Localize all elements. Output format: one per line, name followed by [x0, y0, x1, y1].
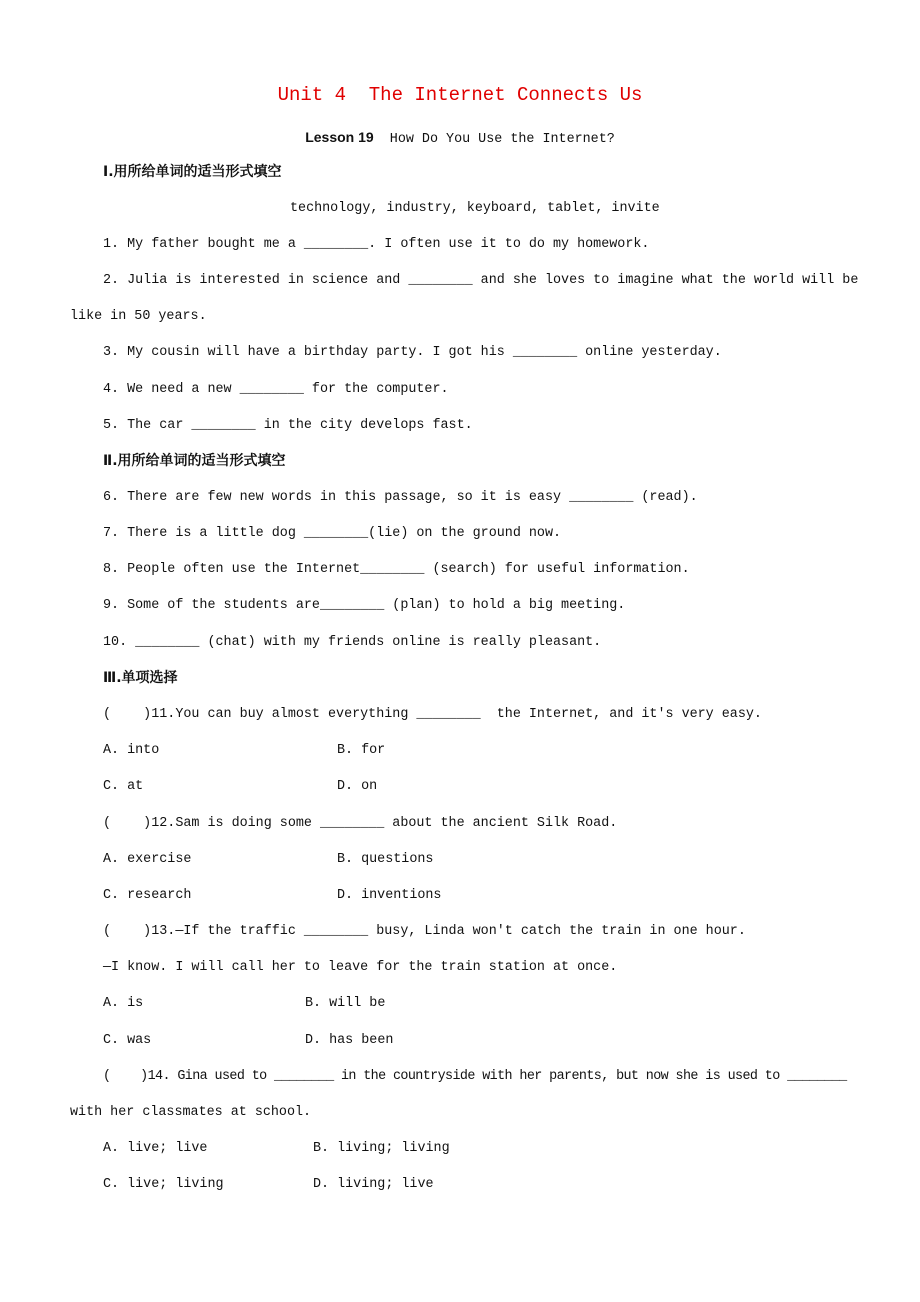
- option-d: D. living; live: [313, 1177, 434, 1192]
- question-3: 3. My cousin will have a birthday party. I got his ________ online yesterday.: [103, 345, 722, 360]
- question-4: 4. We need a new ________ for the computer.: [103, 382, 449, 397]
- option-b: B. will be: [305, 996, 386, 1011]
- option-d: D. has been: [305, 1033, 394, 1048]
- question-6: 6. There are few new words in this passage, so it is easy ________ (read).: [103, 490, 698, 505]
- option-b: B. for: [337, 743, 386, 758]
- question-8: 8. People often use the Internet________ (search) for useful information.: [103, 562, 690, 577]
- option-a: A. exercise: [103, 852, 192, 867]
- option-b: B. living; living: [313, 1141, 450, 1156]
- word-bank: technology, industry, keyboard, tablet, invite: [290, 201, 660, 216]
- unit-title: Unit 4 The Internet Connects Us: [277, 84, 643, 106]
- option-d: D. on: [337, 779, 378, 794]
- question-1: 1. My father bought me a ________. I often use it to do my homework.: [103, 237, 650, 252]
- question-13: ( )13.—If the traffic ________ busy, Linda won't catch the train in one hour.: [103, 924, 746, 939]
- question-5: 5. The car ________ in the city develops fast.: [103, 418, 473, 433]
- question-11: ( )11.You can buy almost everything ________ the Internet, and it's very easy.: [103, 707, 762, 722]
- question-2-cont: like in 50 years.: [70, 309, 207, 324]
- question-10: 10. ________ (chat) with my friends online is really pleasant.: [103, 635, 602, 650]
- question-14-cont: with her classmates at school.: [70, 1105, 312, 1120]
- option-a: A. live; live: [103, 1141, 208, 1156]
- option-b: B. questions: [337, 852, 434, 867]
- option-c: C. live; living: [103, 1177, 224, 1192]
- question-7: 7. There is a little dog ________(lie) on the ground now.: [103, 526, 562, 541]
- question-12: ( )12.Sam is doing some ________ about the ancient Silk Road.: [103, 816, 618, 831]
- question-2: 2. Julia is interested in science and ________ and she loves to imagine what the world will be: [103, 273, 859, 288]
- lesson-label: Lesson 19: [305, 129, 374, 145]
- question-13-reply: —I know. I will call her to leave for the train station at once.: [103, 960, 618, 975]
- option-c: C. was: [103, 1033, 152, 1048]
- lesson-title: [0, 128, 920, 149]
- option-d: D. inventions: [337, 888, 442, 903]
- section-2-heading: Ⅱ.用所给单词的适当形式填空: [103, 453, 286, 469]
- option-a: A. is: [103, 996, 144, 1011]
- question-9: 9. Some of the students are________ (plan) to hold a big meeting.: [103, 598, 626, 613]
- lesson-subtitle: How Do You Use the Internet?: [389, 132, 615, 147]
- option-c: C. at: [103, 779, 144, 794]
- section-1-heading: Ⅰ.用所给单词的适当形式填空: [103, 164, 282, 180]
- question-14: ( )14. Gina used to ________ in the countryside with her parents, but now she is used to ________: [103, 1069, 847, 1084]
- option-c: C. research: [103, 888, 192, 903]
- section-3-heading: Ⅲ.单项选择: [103, 670, 178, 686]
- option-a: A. into: [103, 743, 160, 758]
